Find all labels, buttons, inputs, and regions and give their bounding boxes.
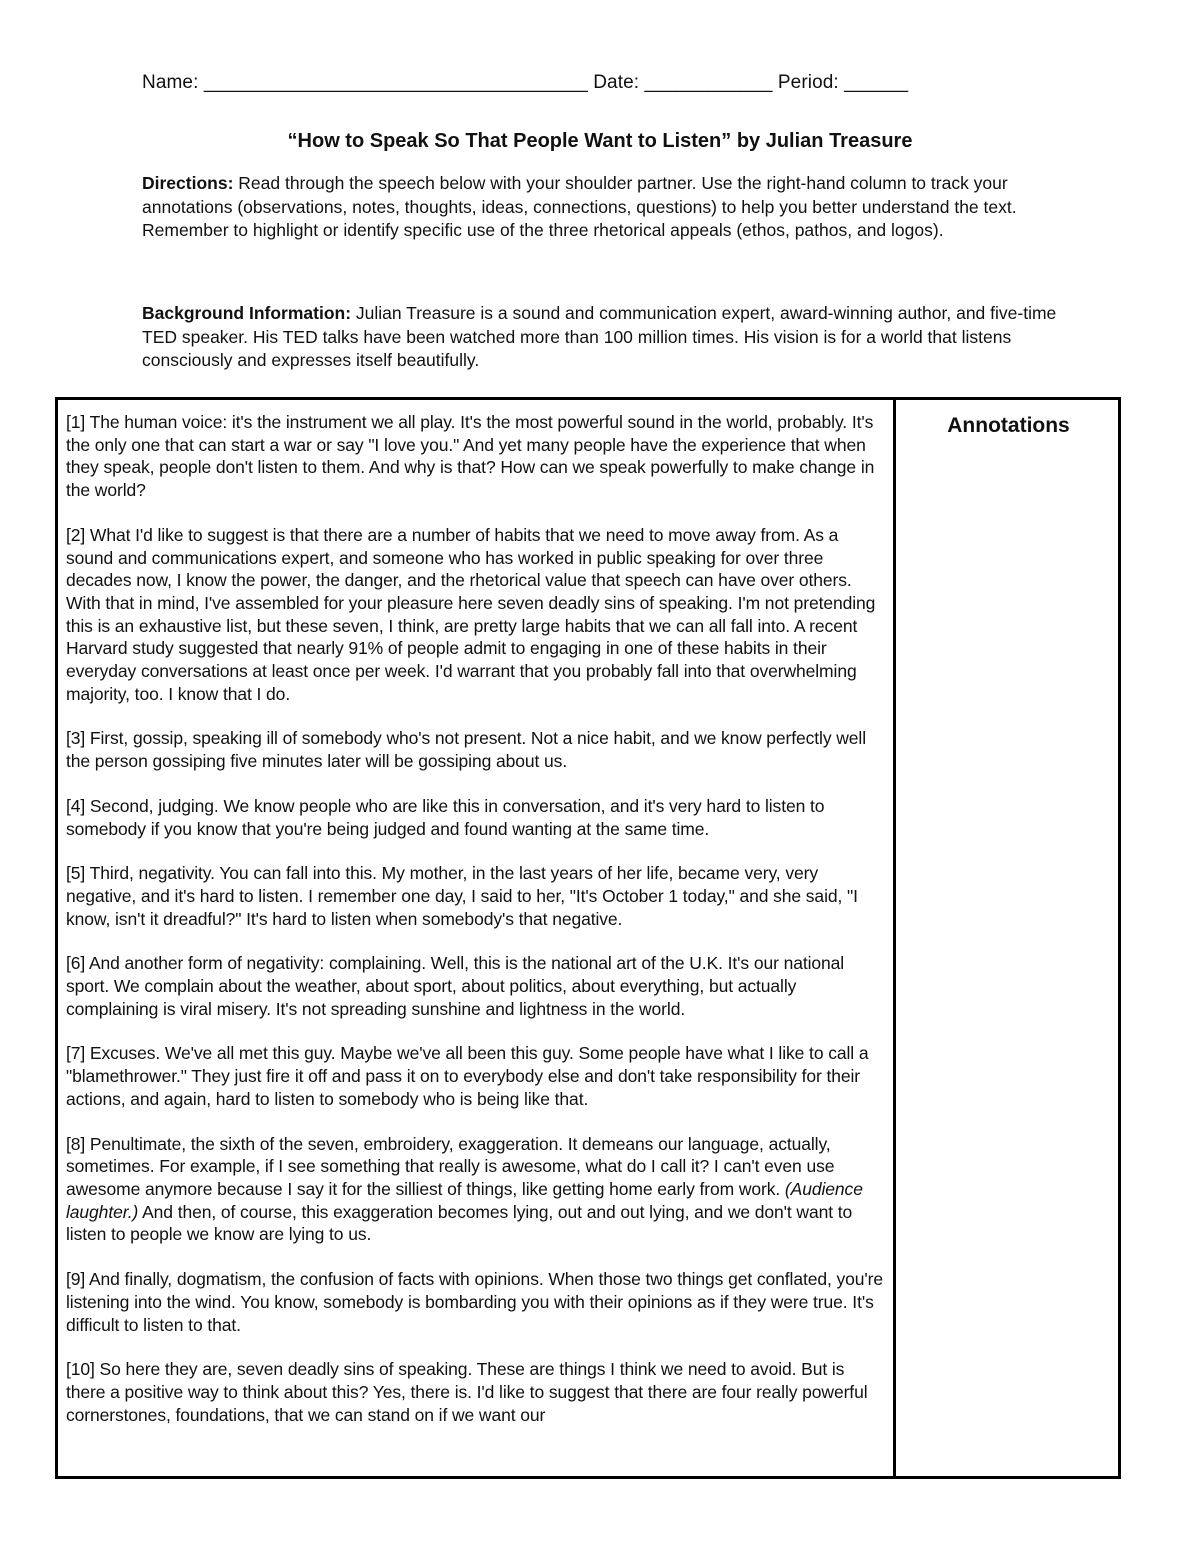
speech-paragraph-6: [6] And another form of negativity: complaining. Well, this is the national art of the U.K. It's our national sport. We complain about the weather, about sport, about politics, about everything, but actually complaining is viral misery. It's not spreading sunshine and lightness in the world.: [66, 953, 845, 1019]
speech-paragraph-5: [5] Third, negativity. You can fall into this. My mother, in the last years of her life, became very, very negative, and it's hard to listen. I remember one day, I said to her, "It's October 1 today," and she said, "I know, isn't it dreadful?" It's hard to listen when somebody's that negative.: [66, 863, 858, 929]
speech-paragraph-10: [10] So here they are, seven deadly sins of speaking. These are things I think we need to avoid. But is there a positive way to think about this? Yes, there is. I'd like to suggest that there are four really powerful cornerstones, foundations, that we can stand on if we want our: [66, 1359, 868, 1425]
directions-text: Read through the speech below with your shoulder partner. Use the right-hand column to track your annotations (observations, notes, thoughts, ideas, connections, questions) to help you better understand the text. Remember to highlight or identify specific use of the three rhetorical appeals (ethos, pathos, and logos).: [142, 173, 1017, 240]
background-section: [142, 302, 1062, 373]
background-label: Background Information:: [142, 303, 352, 323]
directions-label: Directions:: [142, 173, 234, 193]
paragraph-8-text-after: And then, of course, this exaggeration becomes lying, out and out lying, and we don't want to listen to people we know are lying to us.: [66, 1201, 853, 1245]
document-title: “How to Speak So That People Want to Listen” by Julian Treasure: [287, 130, 913, 152]
annotations-writing-area[interactable]: [896, 450, 1118, 1476]
speech-text-column: [66, 411, 888, 1475]
speech-paragraph-8: [66, 1133, 888, 1247]
annotation-table: [55, 397, 1121, 1479]
speech-paragraph-9: [9] And finally, dogmatism, the confusion of facts with opinions. When those two things get conflated, you're listening into the wind. You know, somebody is bombarding you with their opinions as if they were true. It's difficult to listen to that.: [66, 1269, 884, 1335]
name-date-period-line: Name: ____________________________________ Date: ____________ Period: ______: [142, 72, 909, 93]
annotations-heading: Annotations: [947, 414, 1070, 437]
background-text: Julian Treasure is a sound and communication expert, award-winning author, and five-time TED speaker. His TED talks have been watched more than 100 million times. His vision is for a world that listens consciously and expresses itself beautifully.: [142, 303, 1057, 370]
directions-section: [142, 172, 1062, 243]
speech-paragraph-7: [7] Excuses. We've all met this guy. Maybe we've all been this guy. Some people have what I like to call a "blamethrower." They just fire it off and pass it on to everybody else and don't take responsibility for their actions, and again, hard to listen to somebody who is being like that.: [66, 1043, 869, 1109]
speech-paragraph-2: [2] What I'd like to suggest is that there are a number of habits that we need to move away from. As a sound and communications expert, and someone who has worked in public speaking for over three decades now, I know the power, the danger, and the rhetorical value that speech can have over others. With that in mind, I've assembled for your pleasure here seven deadly sins of speaking. I'm not pretending this is an exhaustive list, but these seven, I think, are pretty large habits that we can all fall into. A recent Harvard study suggested that nearly 91% of people admit to engaging in one of these habits in their everyday conversations at least once per week. I'd warrant that you probably fall into that overwhelming majority, too. I know that I do.: [66, 524, 876, 704]
paragraph-8-text-before: [8] Penultimate, the sixth of the seven, embroidery, exaggeration. It demeans our language, actually, sometimes. For example, if I see something that really is awesome, what do I call it? I can't even use awesome anymore because I say it for the silliest of things, like getting home early from work.: [66, 1133, 835, 1199]
speech-paragraph-1: [1] The human voice: it's the instrument we all play. It's the most powerful sound in the world, probably. It's the only one that can start a war or say "I love you." And yet many people have the experience that when they speak, people don't listen to them. And why is that? How can we speak powerfully to make change in the world?: [66, 412, 875, 501]
speech-paragraph-4: [4] Second, judging. We know people who are like this in conversation, and it's very hard to listen to somebody if you know that you're being judged and found wanting at the same time.: [66, 795, 825, 839]
audience-laughter-note: (Audience laughter.): [66, 1178, 863, 1222]
speech-paragraph-3: [3] First, gossip, speaking ill of somebody who's not present. Not a nice habit, and we know perfectly well the person gossiping five minutes later will be gossiping about us.: [66, 728, 866, 772]
